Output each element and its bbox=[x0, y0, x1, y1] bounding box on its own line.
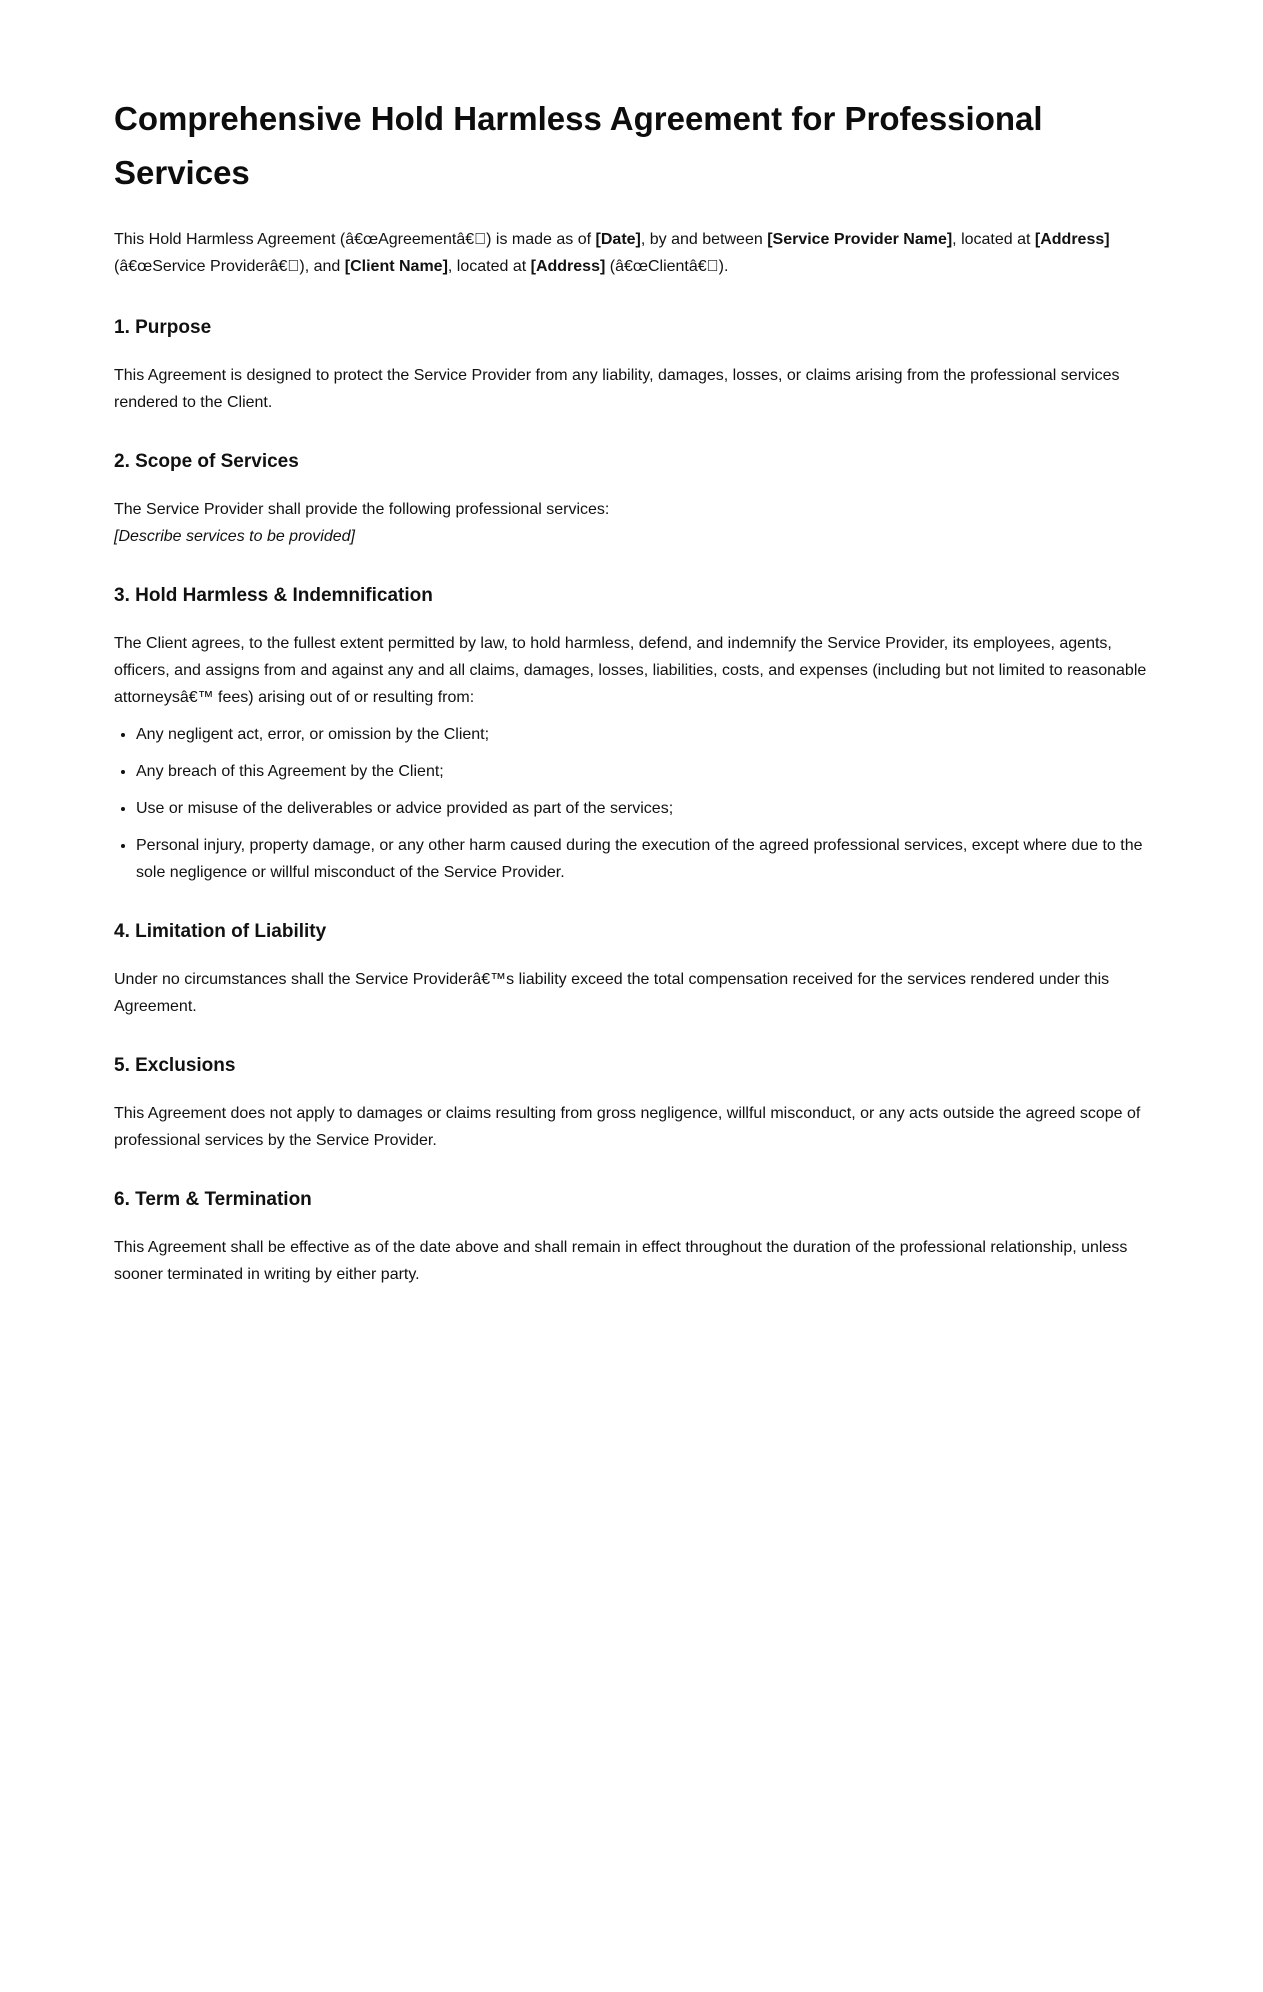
section-body: The Client agrees, to the fullest extent permitted by law, to hold harmless, defend, and indemnify the Service Provider, its employees, agents, officers, and assigns from and against any and all claims, damages, losses, liabilities, costs, and expenses (including but not limited to reasonable attorneysâ€™ fees) arising out of or resulting from: bbox=[114, 635, 1147, 706]
intro-text: This Hold Harmless Agreement (â€œAgreementâ€ ) is made as of bbox=[114, 231, 596, 248]
list-item: • Any negligent act, error, or omission by the Client; bbox=[136, 721, 1155, 748]
section-heading: 4. Limitation of Liability bbox=[114, 921, 327, 942]
intro-text: , located at bbox=[952, 231, 1035, 248]
section-body bbox=[114, 496, 1155, 550]
section-body: This Agreement is designed to protect the Service Provider from any liability, damages, losses, or claims arising from the professional services rendered to the Client. bbox=[114, 367, 1120, 411]
section-term bbox=[114, 1188, 1155, 1288]
section-liability bbox=[114, 920, 1155, 1020]
provider-name-placeholder: [Service Provider Name] bbox=[767, 231, 953, 248]
section-heading: 3. Hold Harmless & Indemnification bbox=[114, 585, 433, 606]
section-purpose bbox=[114, 316, 1155, 416]
section-heading: 2. Scope of Services bbox=[114, 451, 299, 472]
section-body: This Agreement shall be effective as of the date above and shall remain in effect throughout the duration of the professional relationship, unless sooner terminated in writing by either party. bbox=[114, 1239, 1128, 1283]
scope-text: The Service Provider shall provide the following professional services: bbox=[114, 501, 610, 518]
section-exclusions bbox=[114, 1054, 1155, 1154]
list-item: • Personal injury, property damage, or any other harm caused during the execution of the agreed professional services, except where due to the sole negligence or willful misconduct of the Service Provider. bbox=[136, 832, 1155, 886]
intro-text: , by and between bbox=[640, 231, 768, 248]
section-heading: 5. Exclusions bbox=[114, 1055, 236, 1076]
client-name-placeholder: [Client Name] bbox=[344, 258, 448, 275]
list-item: • Use or misuse of the deliverables or advice provided as part of the services; bbox=[136, 795, 1155, 822]
services-placeholder: [Describe services to be provided] bbox=[114, 528, 355, 545]
intro-text: (â€œClientâ€ ). bbox=[605, 258, 729, 275]
intro-paragraph bbox=[114, 226, 1155, 280]
date-placeholder: [Date] bbox=[595, 231, 641, 248]
section-heading: 6. Term & Termination bbox=[114, 1189, 312, 1210]
intro-text: , located at bbox=[447, 258, 531, 275]
section-body: Under no circumstances shall the Service Providerâ€™s liability exceed the total compensation received for the services rendered under this Agreement. bbox=[114, 971, 1110, 1015]
section-body: This Agreement does not apply to damages or claims resulting from gross negligence, willful misconduct, or any acts outside the agreed scope of professional services by the Service Provider. bbox=[114, 1105, 1141, 1149]
section-scope bbox=[114, 450, 1155, 550]
provider-address-placeholder: [Address] bbox=[1034, 231, 1110, 248]
indemnification-list bbox=[114, 721, 1155, 886]
client-address-placeholder: [Address] bbox=[530, 258, 606, 275]
list-item: • Any breach of this Agreement by the Client; bbox=[136, 758, 1155, 785]
section-indemnification bbox=[114, 584, 1155, 886]
document-title: Comprehensive Hold Harmless Agreement for Professional Services bbox=[114, 100, 1043, 191]
section-heading: 1. Purpose bbox=[114, 317, 212, 338]
intro-text: (â€œService Providerâ€ ), and bbox=[114, 258, 345, 275]
